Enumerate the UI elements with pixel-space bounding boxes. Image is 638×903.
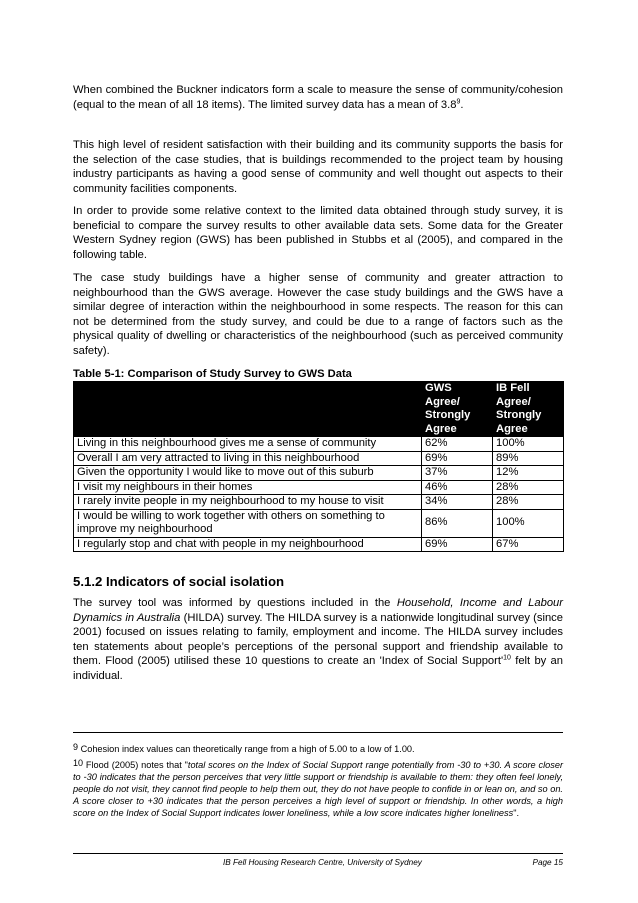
row-ibfell-value: 28% <box>493 480 564 495</box>
row-ibfell-value: 100% <box>493 437 564 452</box>
paragraph-cohesion-scale: When combined the Buckner indicators form a scale to measure the sense of community/cohesion (equal to the mean of all 18 items). The limited survey data has a mean of $3.8^9$. <box>73 84 563 111</box>
row-gws-value: 62% <box>422 437 493 452</box>
table-row <box>74 437 564 452</box>
table-row <box>74 480 564 495</box>
footer-institution: IB Fell Housing Research Centre, University of Sydney <box>223 858 422 867</box>
row-ibfell-value: 89% <box>493 451 564 466</box>
table-row <box>74 509 564 537</box>
row-gws-value: 69% <box>422 537 493 552</box>
row-statement: Living in this neighbourhood gives me a sense of community <box>74 437 422 452</box>
header-gws: GWS Agree/ Strongly Agree <box>422 382 493 437</box>
row-gws-value: 37% <box>422 466 493 481</box>
table-row <box>74 466 564 481</box>
row-statement: Overall I am very attracted to living in this neighbourhood <box>74 451 422 466</box>
footnote-ref-9[interactable]: 9 <box>456 97 461 105</box>
row-gws-value: 86% <box>422 509 493 537</box>
footnote-ref-10[interactable]: 10 <box>503 654 511 662</box>
row-ibfell-value: 12% <box>493 466 564 481</box>
row-statement: I regularly stop and chat with people in my neighbourhood <box>74 537 422 552</box>
header-blank <box>74 382 422 437</box>
page-number: Page 15 <box>532 858 563 867</box>
row-statement: I visit my neighbours in their homes <box>74 480 422 495</box>
comparison-table <box>73 381 564 552</box>
row-ibfell-value: 28% <box>493 495 564 510</box>
row-statement: Given the opportunity I would like to move out of this suburb <box>74 466 422 481</box>
table-row <box>74 495 564 510</box>
table-caption: Table 5-1: Comparison of Study Survey to GWS Data <box>73 368 352 380</box>
paragraph-hilda-survey: The survey tool was informed by questions included in the Household, Income and Labour Dynamics in Australia (HILDA) survey. The HILDA survey is a nationwide longitudinal survey (since 2001) focused on issues relating to family, employment and income. The HILDA survey includes ten statements about people’s perceptions of the personal support and friendship available to them. Flood (2005) utilised these 10 questions to create an 'Index of Social $Support'^{10}$ felt by an individual. <box>73 597 563 682</box>
paragraph-relative-context: In order to provide some relative context to the limited data obtained through study survey, it is beneficial to compare the survey results to other available data sets. Some data for the Greater Western Sydney region (GWS) has been published in Stubbs et al (2005), and compared in the following table. <box>73 205 563 261</box>
section-heading: 5.1.2 Indicators of social isolation <box>73 574 285 589</box>
header-ib-fell: IB Fell Agree/ Strongly Agree <box>493 382 564 437</box>
footnote-9: 9 Cohesion index values can theoretically range from a high of 5.00 to a low of 1.00. <box>73 742 415 754</box>
row-gws-value: 46% <box>422 480 493 495</box>
row-gws-value: 69% <box>422 451 493 466</box>
row-ibfell-value: 67% <box>493 537 564 552</box>
table-row <box>74 537 564 552</box>
row-statement: I rarely invite people in my neighbourhood to my house to visit <box>74 495 422 510</box>
footnote-divider <box>73 732 563 733</box>
paragraph-resident-satisfaction: This high level of resident satisfaction with their building and its community supports the basis for the selection of the case studies, that is buildings recommended to the project team by housing industry participants as having a good sense of community and well thought out aspects to their community facilities components. <box>73 139 563 195</box>
row-ibfell-value: 100% <box>493 509 564 537</box>
paragraph-case-study-comparison: The case study buildings have a higher sense of community and greater attraction to neighbourhood than the GWS average. However the case study buildings and the GWS have a similar degree of interaction within the neighbourhood in some respects. The reason for this can not be determined from the study survey, and could be due to a range of factors such as the physical quality of dwelling or characteristics of the neighbourhood (such as perceived community safety). <box>73 272 563 357</box>
row-statement: I would be willing to work together with others on something to improve my neighbourhood <box>74 509 422 537</box>
footnote-10: 10 Flood (2005) notes that "total scores on the Index of Social Support range potentially from -30 to +30. A score closer to -30 indicates that the person perceives that very little support or friendship is available to them: they often feel lonely, people do not visit, they cannot find people to help them out, they do not have people to confide in or lean on, and so on. A score closer to +30 indicates that the person perceives a high level of support or friendship. In other words, a high score on the Index of Social Support indicates lower loneliness, while a low score indicates higher loneliness". <box>73 758 564 818</box>
footer-divider <box>73 853 563 854</box>
table-header-row <box>74 382 564 437</box>
table-row <box>74 451 564 466</box>
row-gws-value: 34% <box>422 495 493 510</box>
